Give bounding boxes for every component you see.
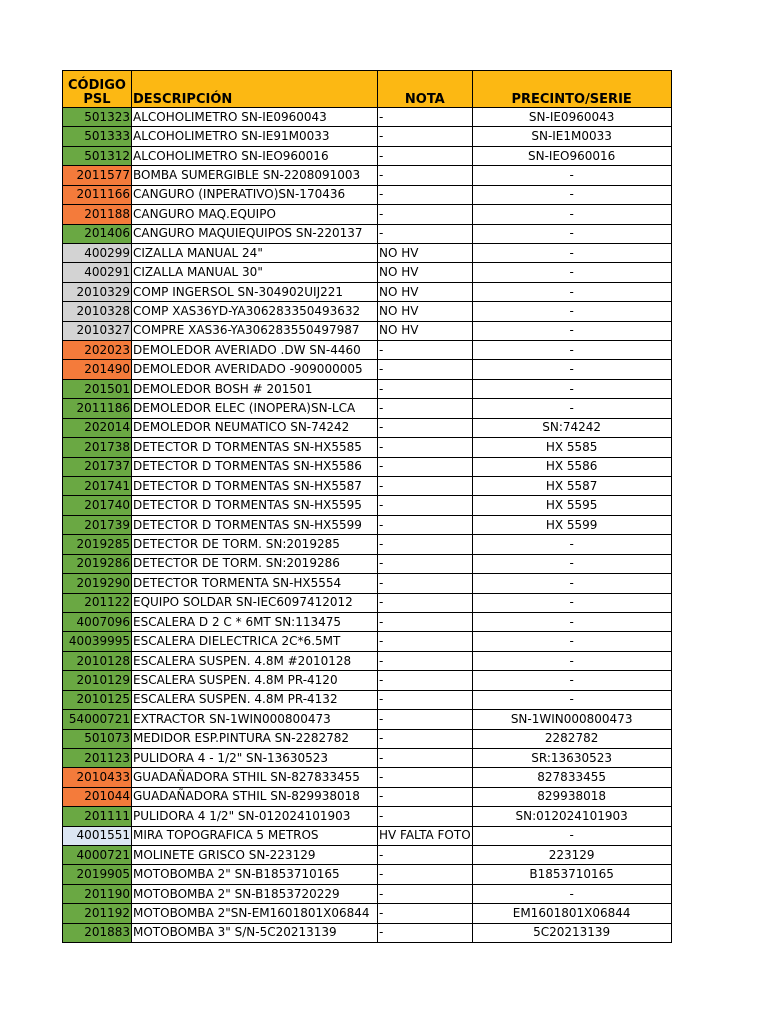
cell-code: 501333 [63, 127, 132, 146]
cell-description: MOTOBOMBA 2" SN-B1853720229 [132, 884, 378, 903]
cell-code: 2011577 [63, 166, 132, 185]
cell-seal-serial: - [472, 554, 671, 573]
cell-note: - [378, 146, 473, 165]
cell-note: - [378, 787, 473, 806]
table-row [63, 341, 672, 360]
cell-code: 201501 [63, 379, 132, 398]
cell-seal-serial: - [472, 302, 671, 321]
cell-code: 201123 [63, 748, 132, 767]
cell-description: MOTOBOMBA 2"SN-EM1601801X06844 [132, 904, 378, 923]
cell-note: NO HV [378, 243, 473, 262]
cell-note: - [378, 748, 473, 767]
table-row [63, 554, 672, 573]
cell-code: 2010129 [63, 671, 132, 690]
cell-description: ESCALERA SUSPEN. 4.8M #2010128 [132, 651, 378, 670]
cell-seal-serial: - [472, 690, 671, 709]
header-code: CÓDIGO PSL [63, 71, 132, 108]
inventory-table [62, 70, 672, 943]
cell-code: 40039995 [63, 632, 132, 651]
cell-code: 201490 [63, 360, 132, 379]
cell-note: - [378, 574, 473, 593]
cell-description: ESCALERA DIELECTRICA 2C*6.5MT [132, 632, 378, 651]
cell-description: MOTOBOMBA 3" S/N-5C20213139 [132, 923, 378, 942]
cell-seal-serial: SN-1WIN000800473 [472, 710, 671, 729]
cell-code: 2019286 [63, 554, 132, 573]
cell-code: 2010433 [63, 768, 132, 787]
cell-seal-serial: EM1601801X06844 [472, 904, 671, 923]
cell-note: NO HV [378, 321, 473, 340]
cell-description: DETECTOR D TORMENTAS SN-HX5599 [132, 515, 378, 534]
cell-description: DEMOLEDOR ELEC (INOPERA)SN-LCA [132, 399, 378, 418]
cell-note: - [378, 846, 473, 865]
cell-note: - [378, 496, 473, 515]
cell-seal-serial: SN-IEO960016 [472, 146, 671, 165]
cell-note: - [378, 632, 473, 651]
cell-code: 501323 [63, 108, 132, 127]
table-row [63, 826, 672, 845]
cell-seal-serial: - [472, 884, 671, 903]
cell-seal-serial: HX 5586 [472, 457, 671, 476]
table-row [63, 146, 672, 165]
cell-seal-serial: - [472, 535, 671, 554]
cell-code: 201741 [63, 477, 132, 496]
table-row [63, 593, 672, 612]
cell-description: PULIDORA 4 1/2" SN-012024101903 [132, 807, 378, 826]
cell-seal-serial: - [472, 360, 671, 379]
cell-description: BOMBA SUMERGIBLE SN-2208091003 [132, 166, 378, 185]
cell-code: 202014 [63, 418, 132, 437]
cell-seal-serial: - [472, 185, 671, 204]
table-row [63, 166, 672, 185]
cell-code: 201122 [63, 593, 132, 612]
cell-seal-serial: HX 5599 [472, 515, 671, 534]
cell-description: DETECTOR D TORMENTAS SN-HX5585 [132, 438, 378, 457]
cell-description: CANGURO (INPERATIVO)SN-170436 [132, 185, 378, 204]
cell-code: 201738 [63, 438, 132, 457]
cell-seal-serial: 2282782 [472, 729, 671, 748]
cell-description: DEMOLEDOR AVERIADO .DW SN-4460 [132, 341, 378, 360]
cell-seal-serial: - [472, 282, 671, 301]
cell-note: - [378, 399, 473, 418]
cell-seal-serial: - [472, 341, 671, 360]
cell-seal-serial: - [472, 651, 671, 670]
cell-seal-serial: B1853710165 [472, 865, 671, 884]
cell-code: 201737 [63, 457, 132, 476]
cell-seal-serial: SN:012024101903 [472, 807, 671, 826]
cell-note: - [378, 127, 473, 146]
cell-note: - [378, 418, 473, 437]
cell-code: 202023 [63, 341, 132, 360]
cell-code: 2019290 [63, 574, 132, 593]
table-row [63, 360, 672, 379]
cell-code: 501073 [63, 729, 132, 748]
cell-note: - [378, 457, 473, 476]
table-row [63, 418, 672, 437]
cell-description: ESCALERA D 2 C * 6MT SN:113475 [132, 612, 378, 631]
cell-note: NO HV [378, 302, 473, 321]
cell-code: 400299 [63, 243, 132, 262]
table-row [63, 496, 672, 515]
cell-description: DETECTOR DE TORM. SN:2019286 [132, 554, 378, 573]
cell-code: 2010327 [63, 321, 132, 340]
cell-seal-serial: SN-IE0960043 [472, 108, 671, 127]
cell-seal-serial: SN-IE1M0033 [472, 127, 671, 146]
cell-note: - [378, 185, 473, 204]
cell-seal-serial: SN:74242 [472, 418, 671, 437]
cell-code: 201739 [63, 515, 132, 534]
cell-description: MOLINETE GRISCO SN-223129 [132, 846, 378, 865]
cell-note: - [378, 554, 473, 573]
cell-description: PULIDORA 4 - 1/2" SN-13630523 [132, 748, 378, 767]
cell-seal-serial: - [472, 379, 671, 398]
cell-code: 4007096 [63, 612, 132, 631]
table-row [63, 302, 672, 321]
table-row [63, 865, 672, 884]
table-row [63, 768, 672, 787]
cell-note: - [378, 612, 473, 631]
cell-seal-serial: - [472, 612, 671, 631]
table-row [63, 710, 672, 729]
cell-description: COMP XAS36YD-YA306283350493632 [132, 302, 378, 321]
table-row [63, 438, 672, 457]
cell-description: ALCOHOLIMETRO SN-IE0960043 [132, 108, 378, 127]
table-row [63, 535, 672, 554]
cell-note: - [378, 710, 473, 729]
cell-description: EXTRACTOR SN-1WIN000800473 [132, 710, 378, 729]
cell-note: - [378, 671, 473, 690]
cell-description: DEMOLEDOR BOSH # 201501 [132, 379, 378, 398]
cell-note: - [378, 923, 473, 942]
cell-note: - [378, 904, 473, 923]
table-row [63, 263, 672, 282]
cell-description: DETECTOR D TORMENTAS SN-HX5586 [132, 457, 378, 476]
table-row [63, 224, 672, 243]
table-row [63, 399, 672, 418]
table-row [63, 904, 672, 923]
cell-note: - [378, 729, 473, 748]
cell-seal-serial: - [472, 243, 671, 262]
cell-seal-serial: - [472, 263, 671, 282]
cell-note: - [378, 438, 473, 457]
cell-code: 201740 [63, 496, 132, 515]
table-row [63, 729, 672, 748]
cell-note: - [378, 166, 473, 185]
cell-description: CANGURO MAQ.EQUIPO [132, 205, 378, 224]
cell-seal-serial: HX 5587 [472, 477, 671, 496]
cell-description: ALCOHOLIMETRO SN-IE91M0033 [132, 127, 378, 146]
cell-note: HV FALTA FOTO [378, 826, 473, 845]
cell-seal-serial: - [472, 593, 671, 612]
cell-seal-serial: - [472, 632, 671, 651]
header-row [63, 71, 672, 108]
cell-description: COMPRE XAS36-YA306283550497987 [132, 321, 378, 340]
cell-description: GUADAÑADORA STHIL SN-829938018 [132, 787, 378, 806]
cell-note: NO HV [378, 282, 473, 301]
cell-note: - [378, 865, 473, 884]
cell-note: - [378, 515, 473, 534]
cell-note: - [378, 477, 473, 496]
cell-description: MIRA TOPOGRAFICA 5 METROS [132, 826, 378, 845]
table-row [63, 651, 672, 670]
cell-code: 2019905 [63, 865, 132, 884]
table-row [63, 515, 672, 534]
cell-note: - [378, 379, 473, 398]
table-row [63, 205, 672, 224]
cell-code: 201192 [63, 904, 132, 923]
cell-note: - [378, 884, 473, 903]
cell-seal-serial: - [472, 399, 671, 418]
table-row [63, 612, 672, 631]
cell-note: - [378, 690, 473, 709]
table-row [63, 748, 672, 767]
cell-seal-serial: - [472, 166, 671, 185]
cell-note: NO HV [378, 263, 473, 282]
table-row [63, 379, 672, 398]
cell-note: - [378, 205, 473, 224]
table-row [63, 477, 672, 496]
cell-description: CANGURO MAQUIEQUIPOS SN-220137 [132, 224, 378, 243]
table-row [63, 690, 672, 709]
table-row [63, 632, 672, 651]
table-row [63, 671, 672, 690]
cell-seal-serial: SR:13630523 [472, 748, 671, 767]
cell-description: DETECTOR D TORMENTAS SN-HX5587 [132, 477, 378, 496]
cell-seal-serial: HX 5595 [472, 496, 671, 515]
cell-code: 201190 [63, 884, 132, 903]
table-body [63, 108, 672, 943]
cell-code: 400291 [63, 263, 132, 282]
cell-description: CIZALLA MANUAL 24" [132, 243, 378, 262]
table-row [63, 787, 672, 806]
cell-description: DETECTOR D TORMENTAS SN-HX5595 [132, 496, 378, 515]
cell-code: 2010329 [63, 282, 132, 301]
cell-note: - [378, 651, 473, 670]
table-row [63, 321, 672, 340]
cell-description: EQUIPO SOLDAR SN-IEC6097412012 [132, 593, 378, 612]
cell-description: MOTOBOMBA 2" SN-B1853710165 [132, 865, 378, 884]
cell-note: - [378, 535, 473, 554]
table-row [63, 243, 672, 262]
table-row [63, 884, 672, 903]
cell-note: - [378, 224, 473, 243]
cell-code: 201883 [63, 923, 132, 942]
cell-seal-serial: 5C20213139 [472, 923, 671, 942]
cell-code: 201044 [63, 787, 132, 806]
cell-note: - [378, 593, 473, 612]
table-row [63, 846, 672, 865]
cell-description: COMP INGERSOL SN-304902UIJ221 [132, 282, 378, 301]
cell-description: ESCALERA SUSPEN. 4.8M PR-4120 [132, 671, 378, 690]
cell-code: 54000721 [63, 710, 132, 729]
table-row [63, 185, 672, 204]
table-row [63, 282, 672, 301]
cell-code: 4001551 [63, 826, 132, 845]
cell-note: - [378, 341, 473, 360]
cell-code: 201406 [63, 224, 132, 243]
cell-seal-serial: - [472, 671, 671, 690]
cell-description: DEMOLEDOR NEUMATICO SN-74242 [132, 418, 378, 437]
cell-seal-serial: - [472, 205, 671, 224]
cell-seal-serial: 829938018 [472, 787, 671, 806]
cell-description: CIZALLA MANUAL 30" [132, 263, 378, 282]
cell-description: ALCOHOLIMETRO SN-IEO960016 [132, 146, 378, 165]
cell-seal-serial: 223129 [472, 846, 671, 865]
table-row [63, 108, 672, 127]
cell-seal-serial: - [472, 826, 671, 845]
cell-description: ESCALERA SUSPEN. 4.8M PR-4132 [132, 690, 378, 709]
cell-code: 2011186 [63, 399, 132, 418]
cell-note: - [378, 360, 473, 379]
cell-code: 4000721 [63, 846, 132, 865]
table-row [63, 923, 672, 942]
cell-code: 2010328 [63, 302, 132, 321]
cell-description: DEMOLEDOR AVERIDADO -909000005 [132, 360, 378, 379]
cell-note: - [378, 807, 473, 826]
cell-code: 201111 [63, 807, 132, 826]
cell-description: DETECTOR DE TORM. SN:2019285 [132, 535, 378, 554]
table-row [63, 807, 672, 826]
cell-code: 2010125 [63, 690, 132, 709]
cell-seal-serial: HX 5585 [472, 438, 671, 457]
cell-seal-serial: 827833455 [472, 768, 671, 787]
cell-code: 501312 [63, 146, 132, 165]
cell-code: 2010128 [63, 651, 132, 670]
cell-description: GUADAÑADORA STHIL SN-827833455 [132, 768, 378, 787]
cell-seal-serial: - [472, 574, 671, 593]
table-row [63, 574, 672, 593]
cell-note: - [378, 768, 473, 787]
cell-description: DETECTOR TORMENTA SN-HX5554 [132, 574, 378, 593]
cell-code: 2019285 [63, 535, 132, 554]
cell-note: - [378, 108, 473, 127]
cell-seal-serial: - [472, 224, 671, 243]
header-note: NOTA [378, 71, 473, 108]
header-description: DESCRIPCIÓN [132, 71, 378, 108]
cell-description: MEDIDOR ESP.PINTURA SN-2282782 [132, 729, 378, 748]
table-header [63, 71, 672, 108]
cell-code: 2011166 [63, 185, 132, 204]
header-seal-serial: PRECINTO/SERIE [472, 71, 671, 108]
cell-seal-serial: - [472, 321, 671, 340]
table-row [63, 127, 672, 146]
table-row [63, 457, 672, 476]
cell-code: 201188 [63, 205, 132, 224]
